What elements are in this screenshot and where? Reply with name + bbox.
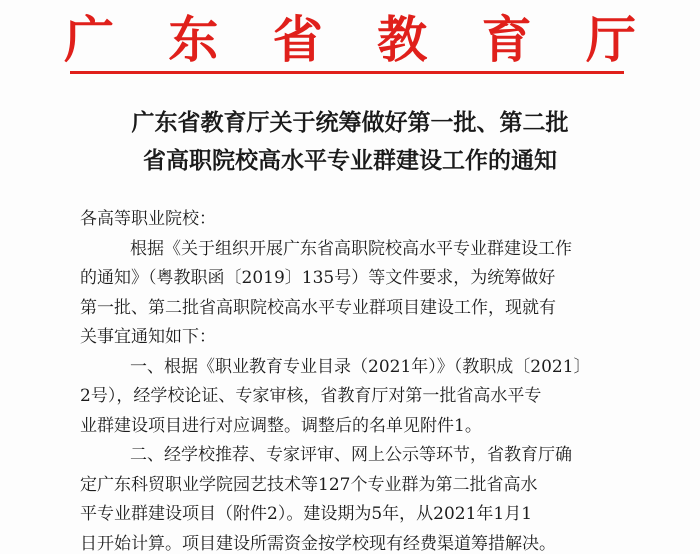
masthead-char: 东 [164, 0, 222, 72]
masthead-char: 厅 [582, 0, 640, 72]
title-line-2: 省高职院校高水平专业群建设工作的通知 [40, 142, 660, 180]
masthead-char: 省 [269, 0, 327, 72]
body-line: 二、经学校推荐、专家评审、网上公示等环节，省教育厅确 [112, 441, 652, 471]
document-body [112, 205, 652, 559]
body-line: 根据《关于组织开展广东省高职院校高水平专业群建设工作 [112, 235, 652, 265]
document-title [40, 104, 660, 180]
body-line: 平专业群建设项目（附件2）。建设期为5年，从2021年1月1 [80, 500, 652, 530]
masthead-char: 教 [373, 0, 431, 72]
masthead-char: 广 [60, 0, 118, 72]
salutation: 各高等职业院校： [80, 205, 652, 235]
masthead-char: 育 [478, 0, 536, 72]
body-line: 一、根据《职业教育专业目录（2021年）》（教职成〔2021〕 [112, 353, 652, 383]
body-line: 定广东科贸职业学院园艺技术等127个专业群为第二批省高水 [80, 471, 652, 501]
masthead-divider [70, 71, 624, 74]
body-line: 2号），经学校论证、专家审核，省教育厅对第一批省高水平专 [80, 382, 652, 412]
title-line-1: 广东省教育厅关于统筹做好第一批、第二批 [40, 104, 660, 142]
body-line: 业群建设项目进行对应调整。调整后的名单见附件1。 [80, 412, 652, 442]
masthead [60, 6, 640, 66]
body-line: 日开始计算。项目建设所需资金按学校现有经费渠道筹措解决。 [80, 530, 652, 559]
body-line: 的通知》（粤教职函〔2019〕135号）等文件要求，为统筹做好 [80, 264, 652, 294]
body-line: 关事宜通知如下： [80, 323, 652, 353]
body-line: 第一批、第二批省高职院校高水平专业群项目建设工作，现就有 [80, 294, 652, 324]
